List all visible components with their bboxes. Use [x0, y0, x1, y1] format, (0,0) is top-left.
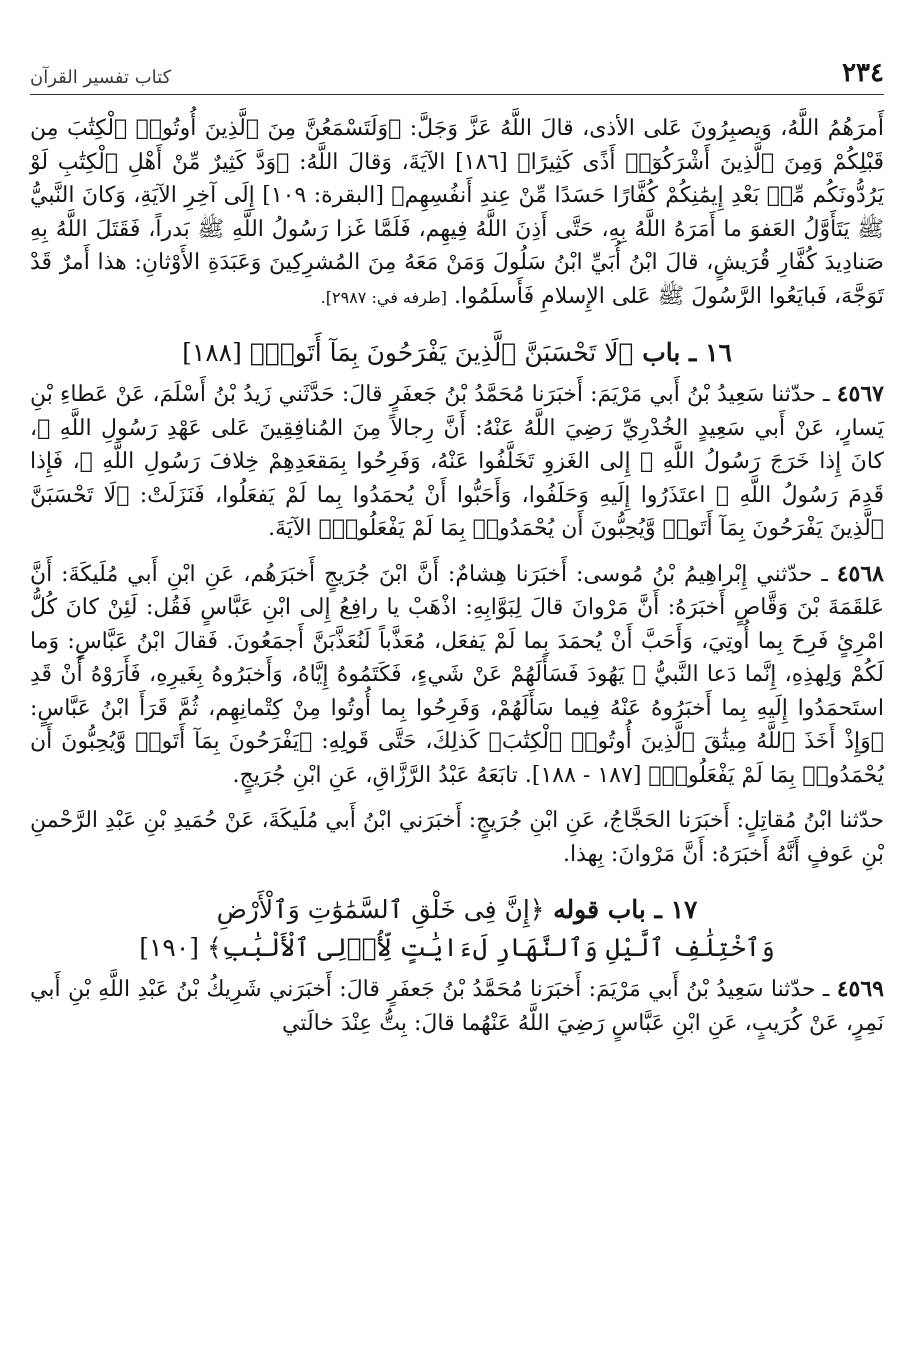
spacer	[30, 792, 884, 804]
hadith-4568	[30, 558, 884, 793]
chapter-heading-17-label: ١٧ ـ باب قوله	[553, 895, 698, 924]
hadith-number: ٤٥٦٨	[836, 560, 884, 587]
spacer	[30, 314, 884, 326]
continued-hadith-paragraph	[30, 112, 884, 314]
chapter-heading-17-verse-line-1: ﴿إِنَّ فِى خَلْقِ ٱلسَّمَٰوَٰتِ وَٱلْأَرْضِ	[216, 895, 545, 924]
book-title: كتاب تفسير القرآن	[30, 67, 172, 88]
cross-reference: [طرفه في: ٢٩٨٧].	[320, 287, 447, 307]
continued-hadith-text: أَمرَهُمُ اللَّهُ، وَيصبِرُونَ عَلى الأذى، قالَ اللَّهُ عَزَّ وَجَلَّ: ﴿وَلَتَسْمَعُنَّ مِنَ ٱلَّذِينَ أُوتُوا۟ ٱلْكِتَٰبَ مِن قَبْلِكُمْ وَمِنَ ٱلَّذِينَ أَشْرَكُوٓا۟ أَذًى كَثِيرًا﴾ [١٨٦] الآيَةَ، وَقالَ اللَّهُ: ﴿وَدَّ كَثِيرٌ مِّنْ أَهْلِ ٱلْكِتَٰبِ لَوْ يَرُدُّونَكُم مِّنۢ بَعْدِ إِيمَٰنِكُمْ كُفَّارًا حَسَدًا مِّنْ عِندِ أَنفُسِهِم﴾ [البقرة: ١٠٩] إِلَى آخِرِ الآيَةِ، وَكانَ النَّبيُّ ﷺ يَتَأَوَّلُ العَفوَ ما أَمَرَهُ اللَّهُ بِهِ، حَتَّى أَذِنَ اللَّهُ فِيهِم، فَلَمَّا غَزا رَسُولُ اللَّهِ ﷺ بَدراً، فَقَتَلَ اللَّهُ بِهِ صَنادِيدَ كُفَّارِ قُرَيشٍ، قالَ ابْنُ أُبَيِّ ابْنُ سَلُولَ وَمَنْ مَعَهُ مِنَ المُشرِكِينَ وَعَبَدَةِ الأَوْثانِ: هذا أَمرٌ قَدْ تَوَجَّهَ، فَبايَعُوا الرَّسُولَ ﷺ عَلى الإِسلامِ فَأَسلَمُوا.	[30, 116, 885, 309]
hadith-number: ٤٥٦٩	[836, 976, 884, 1002]
chapter-heading-16	[30, 334, 884, 372]
hadith-4569	[30, 973, 884, 1040]
running-header	[30, 58, 884, 95]
hadith-text: ـ حدّثنا سَعِيدُ بْنُ أَبي مَرْيَمَ: أَخبَرَنا مُحَمَّدُ بْنُ جَعفَرٍ قالَ: حَدَّثَني زَيدُ بْنُ أَسْلَمَ، عَنْ عَطاءِ بْنِ يَسارٍ، عَنْ أَبي سَعِيدٍ الخُدْرِيِّ رَضِيَ اللَّهُ عَنْهُ: أَنَّ رِجالاً مِنَ المُنافِقِينَ عَلى عَهْدِ رَسُولِ اللَّهِ ﷺ، كانَ إِذا خَرَجَ رَسُولُ اللَّهِ ﷺ إِلى الغَزوِ تَخَلَّفُوا عَنْهُ، وَفَرِحُوا بِمَقعَدِهِمْ خِلافَ رَسُولِ اللَّهِ ﷺ، فَإِذا قَدِمَ رَسُولُ اللَّهِ ﷺ اعتَذَرُوا إِلَيهِ وَحَلَفُوا، وَأَحَبُّوا أَنْ يُحمَدُوا بِما لَمْ يَفعَلُوا، فَنَزَلَتْ: ﴿لَا تَحْسَبَنَّ ٱلَّذِينَ يَفْرَحُونَ بِمَآ أَتَوا۟ وَّيُحِبُّونَ أَن يُحْمَدُوا۟ بِمَا لَمْ يَفْعَلُوا۟﴾ الآيَةَ.	[30, 382, 884, 541]
page-number: ٢٣٤	[842, 58, 884, 88]
hadith-text: ـ حدّثني إِبْراهِيمُ بْنُ مُوسى: أَخبَرَنا هِشامٌ: أَنَّ ابْنَ جُرَيجٍ أَخبَرَهُم، عَنِ ابْنِ أَبي مُلَيكَةَ: أَنَّ عَلقَمَةَ بْنَ وَقَّاصٍ أَخبَرَهُ: أَنَّ مَرْوانَ قالَ لِبَوَّابِهِ: اذْهَبْ يا رافِعُ إِلى ابْنِ عَبَّاسٍ فَقُل: لَئِنْ كانَ كُلُّ امْرِئٍ فَرِحَ بِما أُوتِيَ، وَأَحَبَّ أَنْ يُحمَدَ بِما لَمْ يَفعَل، مُعَذَّباً لَنُعَذَّبَنَّ أَجمَعُونَ. فَقالَ ابْنُ عَبَّاسٍ: وَما لَكُمْ وَلِهذِهِ، إِنَّما دَعا النَّبيُّ ﷺ يَهُودَ فَسَأَلَهُمْ عَنْ شَيءٍ، فَكَتَمُوهُ إِيَّاهُ، وَأَخبَرُوهُ بِغَيرِهِ، فَأَرَوْهُ أَنْ قَدِ استَحمَدُوا إِلَيهِ بِما أَخبَرُوهُ عَنْهُ فِيما سَأَلَهُمْ، وَفَرِحُوا بِما أُوتُوا مِنْ كِتْمانِهِم، ثُمَّ قَرَأَ ابْنُ عَبَّاسٍ: ﴿وَإِذْ أَخَذَ ٱللَّهُ مِيثَٰقَ ٱلَّذِينَ أُوتُوا۟ ٱلْكِتَٰبَ﴾ كَذلِكَ، حَتَّى قَولِهِ: ﴿يَفْرَحُونَ بِمَآ أَتَوا۟ وَّيُحِبُّونَ أَن يُحْمَدُوا۟ بِمَا لَمْ يَفْعَلُوا۟﴾ [١٨٧ - ١٨٨]. تابَعَهُ عَبْدُ الرَّزَّاقِ، عَنِ ابْنِ جُرَيجٍ.	[30, 561, 884, 788]
hadith-4567	[30, 378, 884, 546]
hadith-ibn-muqatil	[30, 804, 884, 871]
chapter-heading-16-verse: ﴿لَا تَحْسَبَنَّ ٱلَّذِينَ يَفْرَحُونَ بِمَآ أَتَوا۟﴾ [١٨٨]	[182, 338, 634, 367]
chapter-heading-16-label: ١٦ ـ باب	[642, 338, 732, 367]
page-body	[30, 112, 884, 1040]
spacer	[30, 546, 884, 558]
hadith-text: حدّثنا ابْنُ مُقاتِلٍ: أَخبَرَنا الحَجَّاجُ، عَنِ ابْنِ جُرَيجٍ: أَخبَرَني ابْنُ أَبي مُلَيكَةَ، عَنْ حُمَيدِ بْنِ عَبْدِ الرَّحْمنِ بْنِ عَوفٍ أَنَّهُ أَخبَرَهُ: أَنَّ مَرْوانَ: بِهذا.	[29, 808, 884, 867]
chapter-heading-17	[30, 891, 884, 967]
spacer	[30, 871, 884, 883]
chapter-heading-17-verse-line-2: وَٱخْتِلَٰفِ ٱلَّيْلِ وَٱلنَّهَارِ لَءَايَٰتٍ لِّأُو۟لِى ٱلْأَلْبَٰبِ﴾ [١٩٠]	[139, 933, 775, 962]
hadith-text: ـ حدّثنا سَعِيدُ بْنُ أَبي مَرْيَمَ: أَخبَرَنا مُحَمَّدُ بْنُ جَعفَرٍ قالَ: أَخبَرَني شَرِيكُ بْنُ عَبْدِ اللَّهِ بْنِ أَبي نَمِرٍ، عَنْ كُرَيبٍ، عَنِ ابْنِ عَبَّاسٍ رَضِيَ اللَّهُ عَنْهُما قالَ: بِتُّ عِنْدَ خالَتي	[30, 977, 884, 1036]
hadith-number: ٤٥٦٧	[836, 381, 884, 407]
